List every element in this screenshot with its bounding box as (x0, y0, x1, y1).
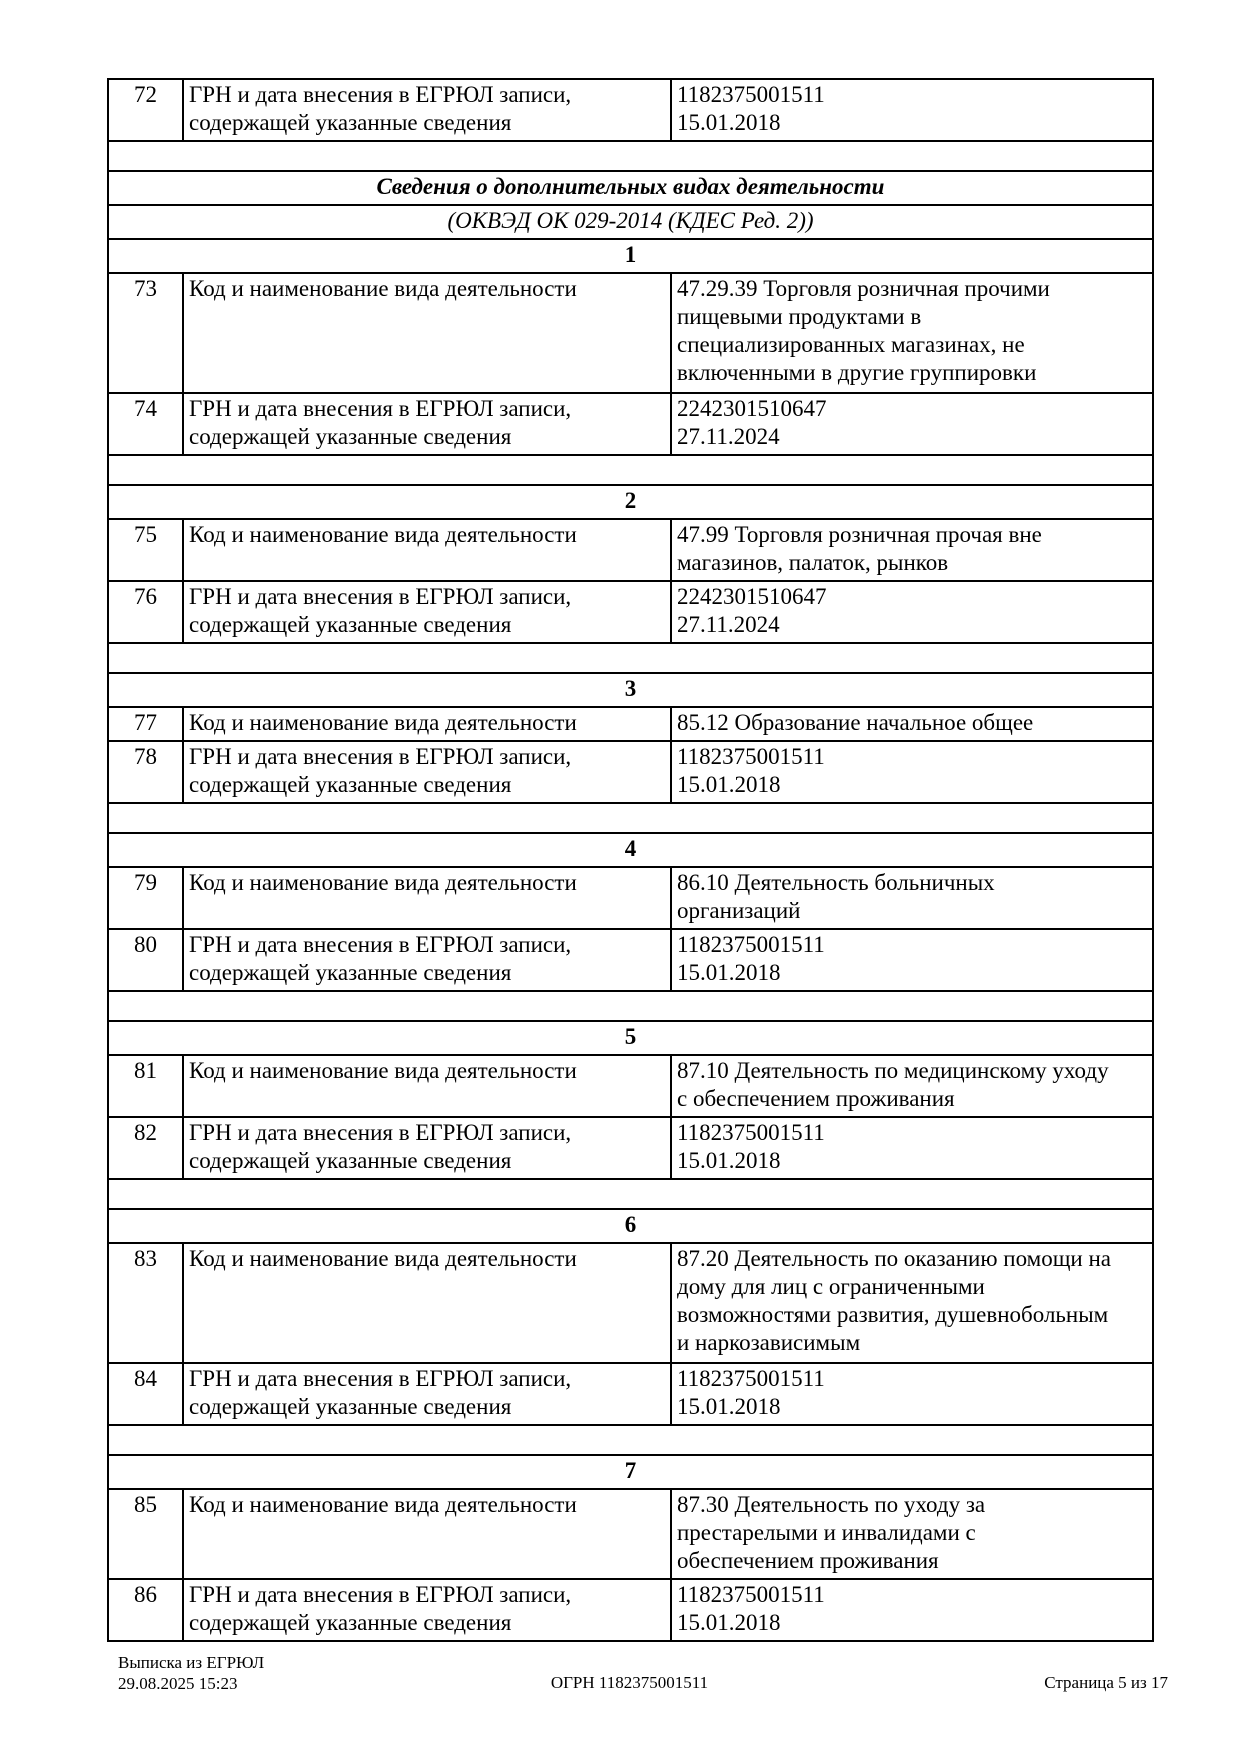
footer-ogrn: ОГРН 1182375001511 (550, 1673, 709, 1692)
footer-datetime: 29.08.2025 15:23 (118, 1674, 238, 1693)
row-number-cell: 81 (108, 1055, 183, 1117)
row-value-cell: 1182375001511 15.01.2018 (671, 79, 1153, 141)
okved-subtitle: (ОКВЭД ОК 029-2014 (КДЕС Ред. 2)) (108, 205, 1153, 239)
row-value-cell: 1182375001511 15.01.2018 (671, 1579, 1153, 1641)
spacer-row (108, 803, 1153, 833)
row-label-cell: Код и наименование вида деятельности (183, 519, 671, 581)
row-label-cell: ГРН и дата внесения в ЕГРЮЛ записи, содержащей указанные сведения (183, 581, 671, 643)
spacer-row (108, 643, 1153, 673)
row-number-cell: 76 (108, 581, 183, 643)
section-number: 6 (108, 1209, 1153, 1243)
row-label-cell: ГРН и дата внесения в ЕГРЮЛ записи, содержащей указанные сведения (183, 1117, 671, 1179)
table-row (108, 1055, 1153, 1117)
row-number-cell: 77 (108, 707, 183, 741)
row-value-cell: 1182375001511 15.01.2018 (671, 1117, 1153, 1179)
table-row (108, 581, 1153, 643)
row-number-cell: 83 (108, 1243, 183, 1363)
row-label-cell: ГРН и дата внесения в ЕГРЮЛ записи, содержащей указанные сведения (183, 741, 671, 803)
table-row (108, 1243, 1153, 1363)
row-label-cell: ГРН и дата внесения в ЕГРЮЛ записи, содержащей указанные сведения (183, 1363, 671, 1425)
row-number-cell: 86 (108, 1579, 183, 1641)
row-number-cell: 82 (108, 1117, 183, 1179)
footer-page-number: Страница 5 из 17 (1044, 1673, 1168, 1692)
spacer-row (108, 455, 1153, 485)
table-row (108, 707, 1153, 741)
section-number: 4 (108, 833, 1153, 867)
row-value-cell: 2242301510647 27.11.2024 (671, 581, 1153, 643)
row-number-cell: 72 (108, 79, 183, 141)
row-label-cell: ГРН и дата внесения в ЕГРЮЛ записи, содержащей указанные сведения (183, 79, 671, 141)
row-value-cell: 87.30 Деятельность по уходу за престарелыми и инвалидами с обеспечением проживания (671, 1489, 1153, 1579)
section-number: 7 (108, 1455, 1153, 1489)
section-number-row (108, 1455, 1153, 1489)
row-value-cell: 47.99 Торговля розничная прочая вне магазинов, палаток, рынков (671, 519, 1153, 581)
row-number-cell: 75 (108, 519, 183, 581)
spacer-row (108, 1425, 1153, 1455)
spacer-row (108, 1179, 1153, 1209)
table-row (108, 1363, 1153, 1425)
row-number-cell: 84 (108, 1363, 183, 1425)
section-subtitle-row (108, 205, 1153, 239)
row-number-cell: 78 (108, 741, 183, 803)
row-label-cell: Код и наименование вида деятельности (183, 1243, 671, 1363)
table-row (108, 929, 1153, 991)
row-value-cell: 2242301510647 27.11.2024 (671, 393, 1153, 455)
row-label-cell: Код и наименование вида деятельности (183, 707, 671, 741)
row-label-cell: ГРН и дата внесения в ЕГРЮЛ записи, содержащей указанные сведения (183, 393, 671, 455)
section-number: 3 (108, 673, 1153, 707)
row-value-cell: 1182375001511 15.01.2018 (671, 929, 1153, 991)
row-value-cell: 1182375001511 15.01.2018 (671, 741, 1153, 803)
section-number: 1 (108, 239, 1153, 273)
row-value-cell: 85.12 Образование начальное общее (671, 707, 1153, 741)
section-number-row (108, 1209, 1153, 1243)
row-value-cell: 87.10 Деятельность по медицинскому уходу с обеспечением проживания (671, 1055, 1153, 1117)
row-label-cell: ГРН и дата внесения в ЕГРЮЛ записи, содержащей указанные сведения (183, 929, 671, 991)
row-number-cell: 85 (108, 1489, 183, 1579)
table-row (108, 79, 1153, 141)
spacer-row (108, 141, 1153, 171)
section-title-row (108, 171, 1153, 205)
section-number-row (108, 673, 1153, 707)
row-label-cell: Код и наименование вида деятельности (183, 867, 671, 929)
section-number-row (108, 833, 1153, 867)
row-label-cell: Код и наименование вида деятельности (183, 273, 671, 393)
row-number-cell: 74 (108, 393, 183, 455)
section-title: Сведения о дополнительных видах деятельности (108, 171, 1153, 205)
footer-doc-type: Выписка из ЕГРЮЛ (118, 1653, 265, 1672)
section-number: 5 (108, 1021, 1153, 1055)
row-number-cell: 80 (108, 929, 183, 991)
row-label-cell: Код и наименование вида деятельности (183, 1055, 671, 1117)
row-value-cell: 47.29.39 Торговля розничная прочими пищевыми продуктами в специализированных магазинах, не включенными в другие группировки (671, 273, 1153, 393)
table-row (108, 867, 1153, 929)
table-row (108, 273, 1153, 393)
row-value-cell: 1182375001511 15.01.2018 (671, 1363, 1153, 1425)
egrul-extract-table (107, 78, 1154, 1642)
section-number-row (108, 239, 1153, 273)
table-row (108, 393, 1153, 455)
spacer-row (108, 991, 1153, 1021)
table-row (108, 741, 1153, 803)
section-number: 2 (108, 485, 1153, 519)
row-number-cell: 79 (108, 867, 183, 929)
table-row (108, 1117, 1153, 1179)
table-row (108, 1579, 1153, 1641)
table-row (108, 1489, 1153, 1579)
row-number-cell: 73 (108, 273, 183, 393)
row-value-cell: 87.20 Деятельность по оказанию помощи на дому для лиц с ограниченными возможностями развития, душевнобольным и наркозависимым (671, 1243, 1153, 1363)
row-value-cell: 86.10 Деятельность больничных организаций (671, 867, 1153, 929)
section-number-row (108, 485, 1153, 519)
row-label-cell: ГРН и дата внесения в ЕГРЮЛ записи, содержащей указанные сведения (183, 1579, 671, 1641)
row-label-cell: Код и наименование вида деятельности (183, 1489, 671, 1579)
table-row (108, 519, 1153, 581)
section-number-row (108, 1021, 1153, 1055)
